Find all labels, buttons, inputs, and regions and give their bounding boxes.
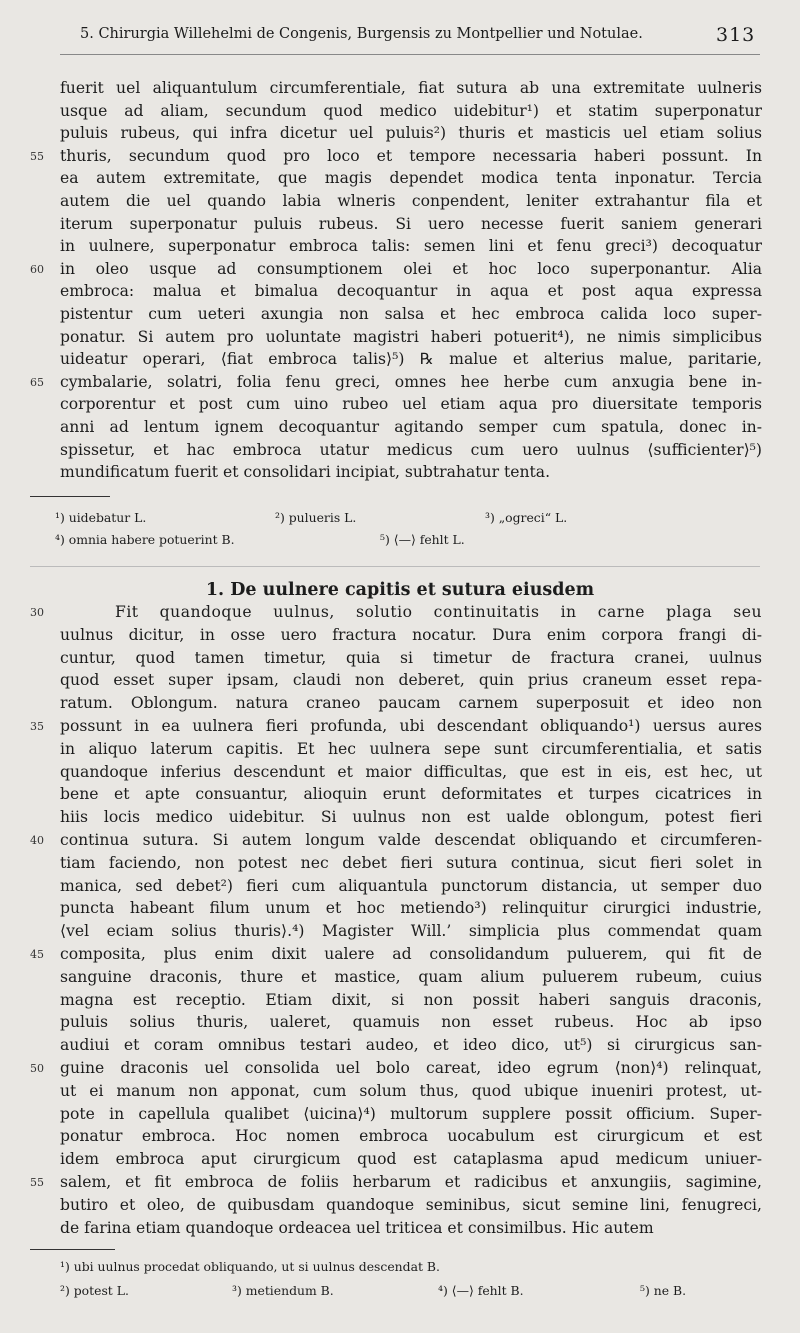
top-footnote-1: ¹) uidebatur L.	[55, 510, 147, 525]
text-line: pistentur cum ueteri axungia non salsa et hec embroca calida loco super-	[60, 305, 762, 323]
text-line: puncta habeant filum unum et hoc metiendo³) relinquitur cirurgici industrie,	[60, 899, 762, 918]
text-line: quod esset super ipsam, claudi non deberet, quin prius craneum esset repa-	[60, 671, 762, 690]
text-line: idem embroca aput cirurgicum quod est cataplasma apud medicum uniuer-	[60, 1150, 762, 1169]
text-line: uideatur operari, ⟨fiat embroca talis⟩⁵) ℞ malue et alterius malue, paritarie,	[60, 350, 762, 369]
line-number: 35	[30, 720, 44, 733]
text-line: hiis locis medico uidebitur. Si uulnus non est ualde oblongum, potest fieri	[60, 808, 762, 827]
text-line: sanguine draconis, thure et mastice, quam alium puluerem rubeum, cuius	[60, 967, 762, 986]
bottom-footnote-3: ³) metiendum B.	[232, 1283, 334, 1298]
text-line: ponatur. Si autem pro uoluntate magistri haberi potuerit⁴), ne nimis simplicibus	[60, 327, 762, 346]
top-footnote-3: ³) „ogreci“ L.	[485, 510, 568, 525]
bottom-footnote-2: ²) potest L.	[60, 1283, 129, 1298]
bottom-footnote-4: ⁴) ⟨—⟩ fehlt B.	[438, 1283, 524, 1298]
text-line: usque ad aliam, secundum quod medico uidebitur¹) et statim superponatur	[60, 101, 762, 120]
line-number: 60	[30, 262, 44, 276]
text-line: iterum superponatur puluis rubeus. Si uero necesse fuerit saniem generari	[60, 214, 762, 233]
text-line: in aliquo laterum capitis. Et hec uulnera sepe sunt circumferentialia, et satis	[60, 739, 762, 758]
text-line: corporentur et post cum uino rubeo uel etiam aqua pro diuersitate temporis	[60, 395, 762, 414]
bottom-footnote-5: ⁵) ne B.	[640, 1283, 687, 1298]
line-number: 65	[30, 375, 44, 389]
text-line: butiro et oleo, de quibusdam quandoque seminibus, sicut semine lini, fenugreci,	[60, 1195, 762, 1214]
text-line: cuntur, quod tamen timetur, quia si timetur de fractura cranei, uulnus	[60, 648, 762, 667]
text-line: possunt in ea uulnera fieri profunda, ubi descendant obliquando¹) uersus aures	[60, 717, 762, 735]
page-number: 313	[716, 24, 756, 46]
text-line: puluis rubeus, qui infra dicetur uel puluis²) thuris et masticis uel etiam solius	[60, 124, 762, 143]
section-heading: 1. De uulnere capitis et sutura eiusdem	[205, 580, 595, 600]
text-line: tiam faciendo, non potest nec debet fieri sutura continua, sicut fieri solet in	[60, 853, 762, 872]
text-line: continua sutura. Si autem longum valde descendat obliquando et circumferen-	[60, 831, 762, 849]
text-line: manica, sed debet²) fieri cum aliquantula punctorum distancia, ut semper duo	[60, 876, 762, 895]
text-line: guine draconis uel consolida uel bolo careat, ideo egrum ⟨non⟩⁴) relinquat,	[60, 1059, 762, 1077]
header-title: 5. Chirurgia Willehelmi de Congenis, Burgensis zu Montpellier und Notulae.	[80, 26, 643, 42]
text-line: mundificatum fuerit et consolidari incipiat, subtrahatur tenta.	[60, 463, 551, 482]
top-footnote-5: ⁵) ⟨—⟩ fehlt L.	[380, 532, 465, 547]
line-number: 55	[30, 1176, 44, 1189]
text-line: in oleo usque ad consumptionem olei et hoc loco superponantur. Alia	[60, 259, 762, 278]
text-line: magna est receptio. Etiam dixit, si non possit haberi sanguis draconis,	[60, 990, 762, 1009]
text-line: de farina etiam quandoque ordeacea uel triticea et consimilbus. Hic autem	[60, 1218, 654, 1237]
text-line: autem die uel quando labia wlneris conpendent, leniter extrahantur fila et	[60, 192, 762, 210]
text-line: ponatur embroca. Hoc nomen embroca uocabulum est cirurgicum et est	[60, 1127, 762, 1146]
text-line: ea autem extremitate, que magis dependet modica tenta inponatur. Tercia	[60, 169, 762, 188]
text-line: embroca: malua et bimalua decoquantur in aqua et post aqua expressa	[60, 282, 762, 301]
text-line: ⟨vel eciam solius thuris⟩.⁴) Magister Will.’ simplicia plus commendat quam	[60, 922, 762, 941]
text-line: fuerit uel aliquantulum circumferentiale, fiat sutura ab una extremitate uulneris	[60, 79, 762, 97]
top-footnote-rule	[30, 496, 110, 497]
text-line: pote in capellula qualibet ⟨uicina⟩⁴) multorum supplere possit officium. Super-	[60, 1104, 762, 1123]
bottom-footnote-rule	[30, 1249, 115, 1250]
section-divider	[30, 566, 760, 567]
line-number: 30	[30, 606, 44, 619]
text-line: salem, et fit embroca de foliis herbarum et radicibus et anxungiis, sagimine,	[60, 1173, 762, 1191]
header-rule	[60, 54, 760, 55]
text-line: puluis solius thuris, ualeret, quamuis non esset rubeus. Hoc ab ipso	[60, 1013, 762, 1032]
running-header	[0, 24, 800, 54]
text-line: composita, plus enim dixit ualere ad consolidandum puluerem, qui fit de	[60, 945, 762, 963]
line-number: 45	[30, 948, 44, 961]
text-line: anni ad lentum ignem decoquantur agitando semper cum spatula, donec in-	[60, 418, 762, 436]
text-line: Fit quandoque uulnus, solutio continuitatis in carne plaga seu	[115, 603, 762, 621]
text-line: bene et apte consuantur, alioquin erunt deformitates et turpes cicatrices in	[60, 785, 762, 804]
line-number: 55	[30, 149, 44, 163]
text-line: thuris, secundum quod pro loco et tempore necessaria haberi possunt. In	[60, 146, 762, 165]
text-line: ut ei manum non apponat, cum solum thus, quod ubique inueniri protest, ut-	[60, 1081, 762, 1100]
top-footnote-2: ²) pulueris L.	[275, 510, 357, 525]
text-line: ratum. Oblongum. natura craneo paucam carnem superposuit et ideo non	[60, 694, 762, 713]
text-line: in uulnere, superponatur embroca talis: semen lini et fenu greci³) decoquatur	[60, 237, 762, 256]
text-line: audiui et coram omnibus testari audeo, et ideo dico, ut⁵) si cirurgicus san-	[60, 1036, 762, 1055]
bottom-footnote-1: ¹) ubi uulnus procedat obliquando, ut si uulnus descendat B.	[60, 1259, 440, 1274]
top-footnote-4: ⁴) omnia habere potuerint B.	[55, 532, 235, 547]
line-number: 40	[30, 834, 44, 847]
text-line: uulnus dicitur, in osse uero fractura nocatur. Dura enim corpora frangi di-	[60, 625, 762, 644]
text-line: cymbalarie, solatri, folia fenu greci, omnes hee herbe cum anxugia bene in-	[60, 372, 762, 391]
text-line: spissetur, et hac embroca utatur medicus cum uero uulnus ⟨sufficienter⟩⁵)	[60, 440, 762, 459]
text-line: quandoque inferius descendunt et maior difficultas, que est in eis, est hec, ut	[60, 762, 762, 781]
line-number: 50	[30, 1062, 44, 1075]
